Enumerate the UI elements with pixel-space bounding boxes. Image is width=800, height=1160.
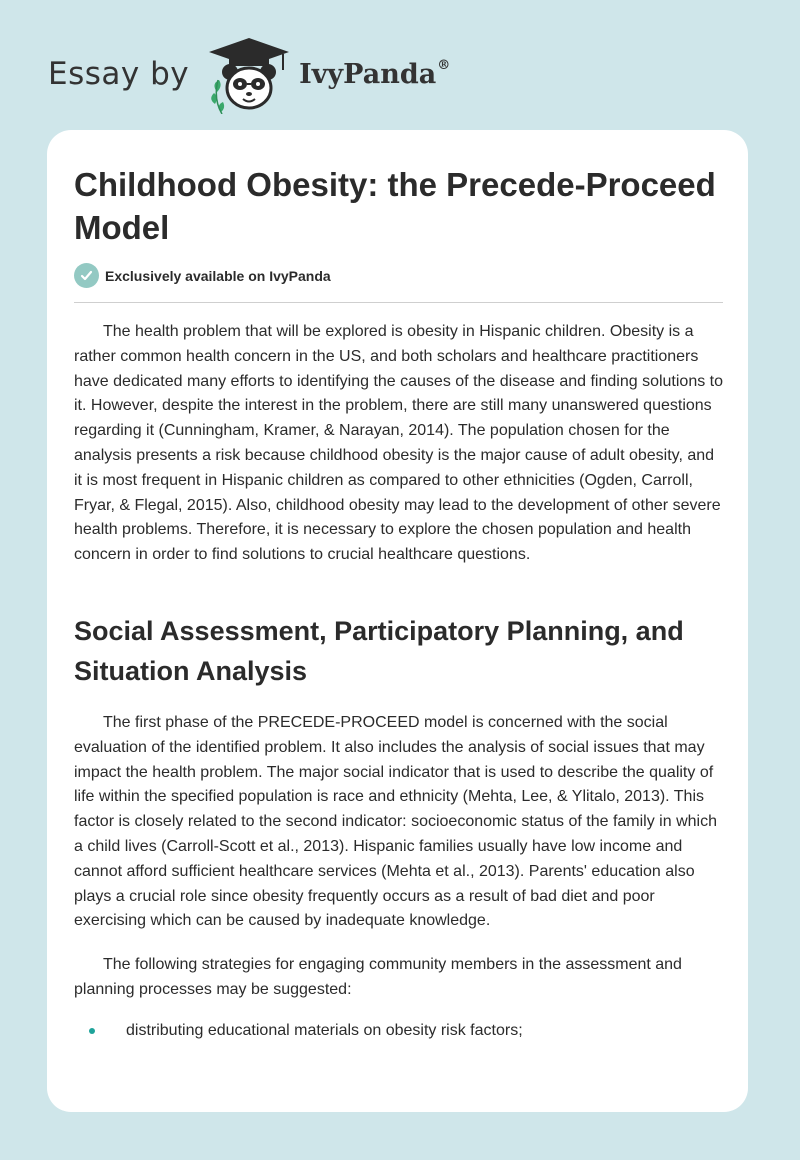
article-card bbox=[47, 130, 748, 1112]
exclusive-label: Exclusively available on IvyPanda bbox=[105, 267, 331, 284]
check-icon bbox=[74, 263, 99, 288]
exclusive-badge bbox=[74, 263, 331, 288]
list-item bbox=[74, 1019, 523, 1044]
brand-name[interactable]: IvyPanda® bbox=[299, 57, 451, 90]
bullet-dot-icon bbox=[89, 1028, 95, 1034]
paragraph-strategies: The following strategies for engaging community members in the assessment and planning processes may be suggested: bbox=[74, 956, 682, 998]
essay-by-label: Essay by bbox=[48, 56, 190, 92]
site-header bbox=[48, 34, 450, 114]
title-divider bbox=[74, 302, 723, 303]
section-heading: Social Assessment, Participatory Planning, and Situation Analysis bbox=[74, 616, 684, 686]
paragraph-intro: The health problem that will be explored is obesity in Hispanic children. Obesity is a rather common health concern in the US, and both scholars and healthcare practitioners have dedicated many efforts to identifying the causes of the disease and finding solutions to it. However, despite the interest in the problem, there are still many unanswered questions regarding it (Cunningham, Kramer, & Narayan, 2014). The population chosen for the analysis presents a risk because childhood obesity is the major cause of adult obesity, and it is most frequent in Hispanic children as compared to other ethnicities (Ogden, Carroll, Fryar, & Flegal, 2015). Also, childhood obesity may lead to the development of other severe health problems. Therefore, it is necessary to explore the chosen population and health concern in order to find solutions to crucial healthcare questions. bbox=[74, 323, 724, 564]
panda-graduate-logo-icon[interactable] bbox=[203, 34, 295, 114]
article-title: Childhood Obesity: the Precede-Proceed Model bbox=[74, 166, 716, 246]
trademark-symbol: ® bbox=[437, 57, 451, 73]
paragraph-social-assessment: The first phase of the PRECEDE-PROCEED model is concerned with the social evaluation of the identified problem. It also includes the analysis of social issues that may impact the health problem. The major social indicator that is used to describe the quality of life within the specified population is race and ethnicity (Mehta, Lee, & Ylitalo, 2013). This factor is closely related to the second indicator: socioeconomic status of the family in which a child lives (Carroll-Scott et al., 2013). Hispanic families usually have low income and cannot afford sufficient healthcare services (Mehta et al., 2013). Parents' education also plays a crucial role since obesity frequently occurs as a result of bad diet and poor exercising which can be caused by inadequate knowledge. bbox=[74, 714, 717, 930]
list-item-text: distributing educational materials on obesity risk factors; bbox=[126, 1022, 523, 1039]
